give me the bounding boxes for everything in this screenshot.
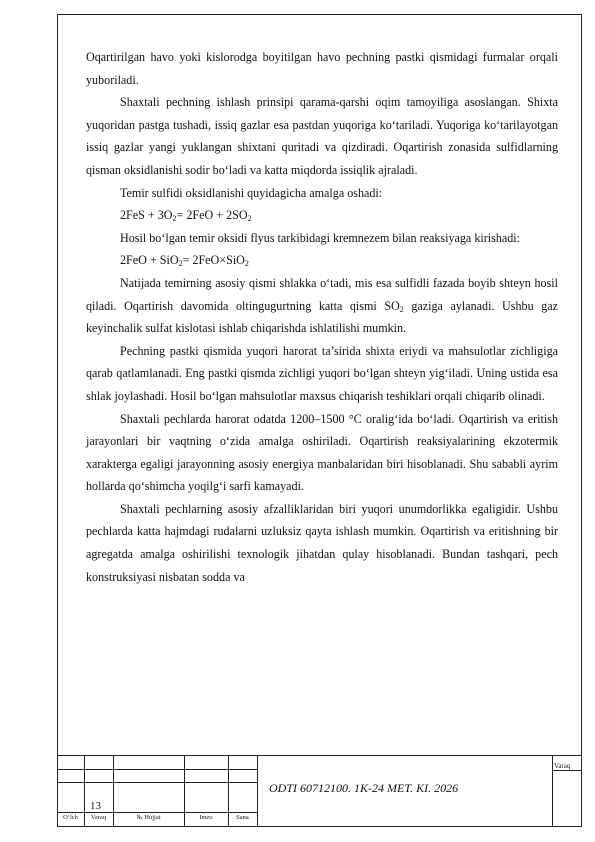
- paragraph-so2: Natijada temirning asosiy qismi shlakka o‘tadi, mis esa sulfidli fazada boyib shteyn hosil qiladi. Oqartirish davomida oltingugurtning katta qismi $SO_2$ gaziga aylanadi. Ushbu gaz keyinchalik sulfat kislotasi ishlab chiqarishda ishlatilishi mumkin.: [86, 275, 558, 336]
- column-label-sana: Sana: [236, 814, 249, 821]
- title-block: [57, 755, 582, 827]
- paragraph-flux: Hosil bo‘lgan temir oksidi flyus tarkibidagi kremnezem bilan reaksiyaga kirishadi:: [120, 230, 521, 245]
- paragraph-furmalar: Oqartirilgan havo yoki kislorodga boyitilgan havo pechning pastki qismidagi furmalar orqali yuboriladi.: [86, 50, 558, 87]
- equation-feo-sio2: 2FeO + SiO$_2$= 2FeO×SiO$_2$: [120, 253, 249, 269]
- document-body: [86, 46, 558, 588]
- paragraph-temperature: Shaxtali pechlarda harorat odatda 1200–1500 °C oralig‘ida bo‘ladi. Oqartirish va eritish jarayonlari bir vaqtning o‘zida amalga oshiriladi. Oqartirish reaksiyalarining ekzotermik xarakterga egaligi jarayonning asosiy energiya manbalaridan biri hisoblanadi. Shu sababli ayrim hollarda qo‘shimcha yoqilg‘i sarfi kamayadi.: [86, 411, 558, 494]
- column-label-varaq: Varaq: [90, 814, 107, 821]
- column-label-hujjat: № Hujjat: [136, 814, 161, 821]
- paragraph-melting: Pechning pastki qismida yuqori harorat ta’sirida shixta eriydi va mahsulotlar zichligiga qarab qatlamlanadi. Eng pastki qismda zichligi yuqori bo‘lgan shteyn yig‘iladi. Uning ustida esa shlak joylashadi. Hosil bo‘lgan mahsulotlar maxsus chiqarish teshiklari orqali chiqarib olinadi.: [86, 343, 558, 403]
- equation-fes-oxidation: $2FeS + 3O_2= 2FeO + 2SO_2$: [120, 208, 252, 224]
- paragraph-fes-intro: Temir sulfidi oksidlanishi quyidagicha amalga oshadi:: [120, 185, 383, 200]
- column-label-olch: O‘lch: [63, 814, 78, 821]
- varaq-header-label: Varaq: [554, 762, 571, 770]
- column-label-imzo: Imzo: [199, 814, 213, 821]
- paragraph-advantages: Shaxtali pechlarning asosiy afzalliklaridan biri yuqori unumdorlikka egaligidir. Ushbu pechlarda katta hajmdagi rudalarni uzluksiz qayta ishlash mumkin. Oqartirish va eritishning bir agregatda amalga oshirilishi texnologik jihatdan qulay hisoblanadi. Bundan tashqari, pech konstruksiyasi nisbatan sodda va: [86, 501, 558, 584]
- paragraph-principle: Shaxtali pechning ishlash prinsipi qarama-qarshi oqim tamoyiliga asoslangan. Shixta yuqoridan pastga tushadi, issiq gazlar esa pastdan yuqoriga ko‘tariladi. Yuqoriga ko‘tarilayotgan issiq gazlar yangi yuklangan shixtani quritadi va qizdiradi. Oqartirish zonasida sulfidlarning qisman oksidlanishi sodir bo‘ladi va katta miqdorda issiqlik ajraladi.: [86, 95, 558, 177]
- document-code: ODTI 60712100. 1K-24 MET. KI. 2026: [269, 781, 459, 795]
- page-number: 13: [90, 800, 101, 812]
